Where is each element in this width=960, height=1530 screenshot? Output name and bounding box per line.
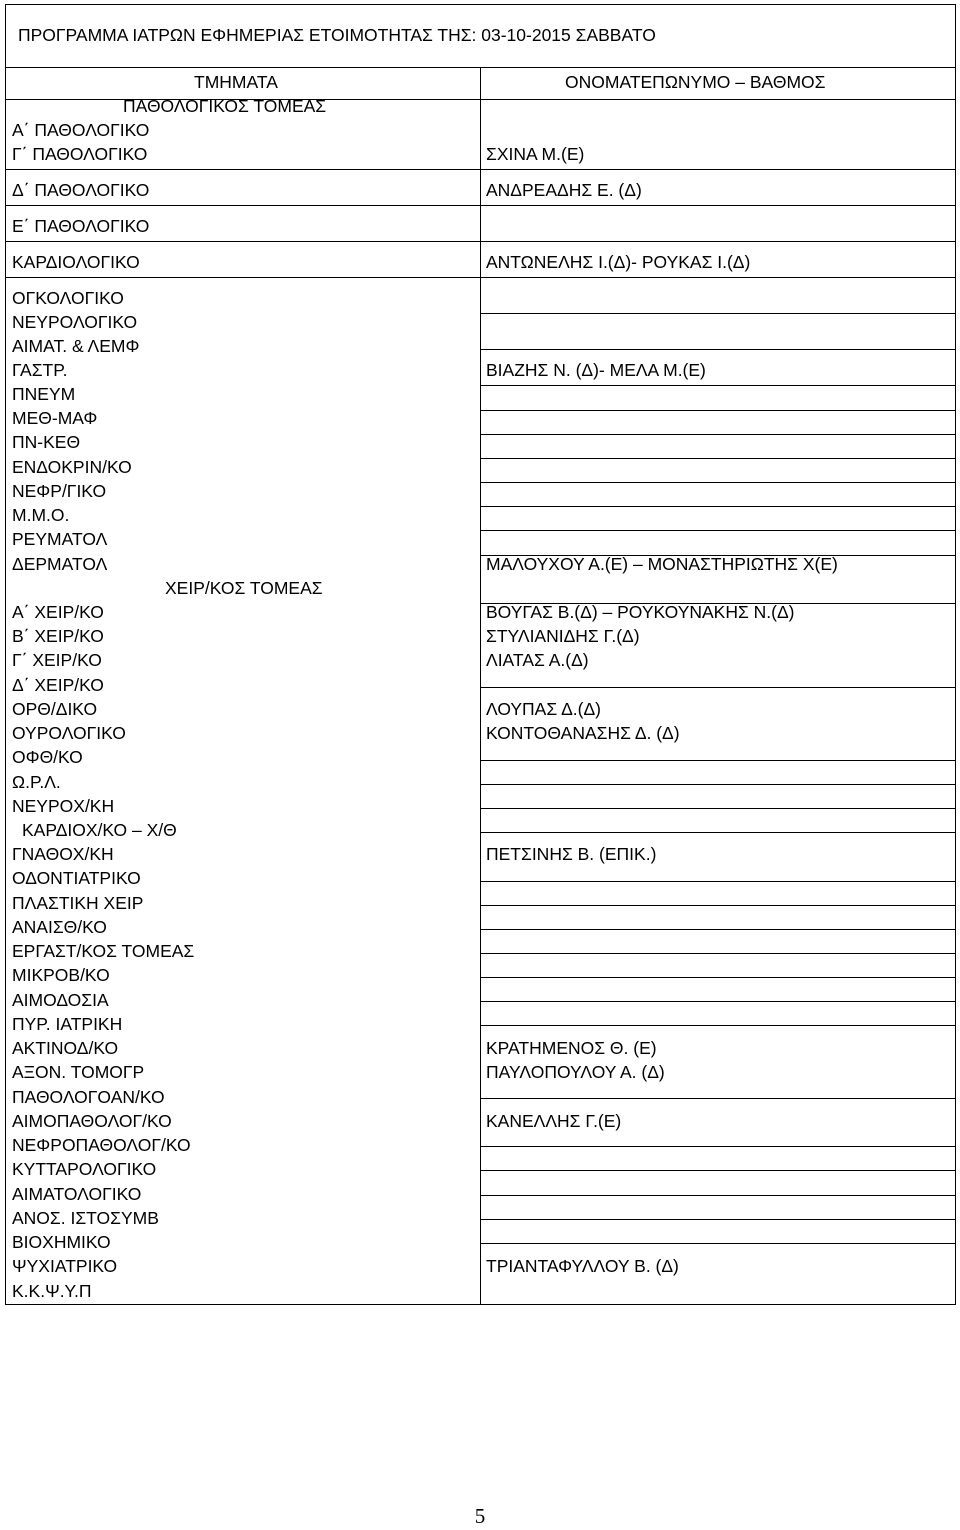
department-cell: ΑΚΤΙΝΟΔ/ΚΟ (12, 1038, 119, 1058)
row-divider (480, 1219, 955, 1220)
row-divider (480, 410, 955, 411)
doctor-cell: ΑΝΤΩΝΕΛΗΣ Ι.(Δ)- ΡΟΥΚΑΣ Ι.(Δ) (486, 252, 751, 272)
department-cell: ΑΝΑΙΣΘ/ΚΟ (12, 917, 107, 937)
doctor-cell: ΒΟΥΓΑΣ Β.(Δ) – ΡΟΥΚΟΥΝΑΚΗΣ Ν.(Δ) (486, 602, 795, 622)
row-divider (480, 506, 955, 507)
row-divider (480, 977, 955, 978)
department-cell: ΕΝΔΟΚΡΙΝ/ΚΟ (12, 457, 132, 477)
row-divider (480, 205, 955, 206)
department-cell: ΓΑΣΤΡ. (12, 360, 68, 380)
row-divider (480, 349, 955, 350)
row-divider (480, 1243, 955, 1244)
doctor-cell: ΤΡΙΑΝΤΑΦΥΛΛΟΥ Β. (Δ) (486, 1256, 679, 1276)
department-cell: Β΄ ΧΕΙΡ/ΚΟ (12, 626, 104, 646)
row-divider (480, 1025, 955, 1026)
department-cell: ΑΙΜΟΔΟΣΙΑ (12, 990, 109, 1010)
department-cell: ΓΝΑΘΟΧ/ΚΗ (12, 844, 114, 864)
department-cell: ΝΕΦΡΟΠΑΘΟΛΟΓ/ΚΟ (12, 1135, 191, 1155)
row-divider (480, 953, 955, 954)
doctor-cell: ΣΧΙΝΑ Μ.(Ε) (486, 144, 585, 164)
department-cell: ΝΕΦΡ/ΓΙΚΟ (12, 481, 107, 501)
row-divider (480, 241, 955, 242)
row-divider (480, 1170, 955, 1171)
row-divider (480, 881, 955, 882)
doctor-cell: ΜΑΛΟΥΧΟΥ Α.(Ε) – ΜΟΝΑΣΤΗΡΙΩΤΗΣ Χ(Ε) (486, 554, 838, 574)
department-cell: ΑΝΟΣ. ΙΣΤΟΣΥΜΒ (12, 1208, 159, 1228)
page-number: 5 (474, 1504, 486, 1528)
department-cell: ΑΞΟΝ. ΤΟΜΟΓΡ (12, 1062, 145, 1082)
doctor-cell: ΛΟΥΠΑΣ Δ.(Δ) (486, 699, 601, 719)
doctor-cell: ΚΟΝΤΟΘΑΝΑΣΗΣ Δ. (Δ) (486, 723, 680, 743)
section-lab: ΕΡΓΑΣΤ/ΚΟΣ ΤΟΜΕΑΣ (12, 941, 195, 961)
page-title: ΠΡΟΓΡΑΜΜΑ ΙΑΤΡΩΝ ΕΦΗΜΕΡΙΑΣ ΕΤΟΙΜΟΤΗΤΑΣ ΤΗΣ: 03-10-2015 ΣΑΒΒΑΤΟ (18, 25, 656, 45)
row-divider (6, 241, 480, 242)
row-divider (480, 1001, 955, 1002)
row-divider (6, 205, 480, 206)
doctor-cell: ΠΕΤΣΙΝΗΣ Β. (ΕΠΙΚ.) (486, 844, 657, 864)
row-divider (480, 434, 955, 435)
department-cell: ΟΥΡΟΛΟΓΙΚΟ (12, 723, 126, 743)
row-divider (480, 832, 955, 833)
department-cell: ΟΓΚΟΛΟΓΙΚΟ (12, 288, 124, 308)
department-cell: ΚΥΤΤΑΡΟΛΟΓΙΚΟ (12, 1159, 157, 1179)
department-cell: ΑΙΜΑΤΟΛΟΓΙΚΟ (12, 1184, 142, 1204)
department-cell: Α΄ ΠΑΘΟΛΟΓΙΚΟ (12, 120, 150, 140)
department-cell: ΟΡΘ/ΔΙΚΟ (12, 699, 98, 719)
row-divider (6, 277, 480, 278)
department-cell: Κ.Κ.Ψ.Υ.Π (12, 1281, 92, 1301)
row-divider (480, 99, 955, 100)
row-divider (480, 385, 955, 386)
doctor-cell: ΚΡΑΤΗΜΕΝΟΣ Θ. (Ε) (486, 1038, 657, 1058)
department-cell: ΠΥΡ. ΙΑΤΡΙΚΗ (12, 1014, 123, 1034)
department-cell: Γ΄ ΧΕΙΡ/ΚΟ (12, 650, 102, 670)
department-cell: Δ΄ ΠΑΘΟΛΟΓΙΚΟ (12, 180, 150, 200)
row-divider (480, 929, 955, 930)
department-cell: Α΄ ΧΕΙΡ/ΚΟ (12, 602, 104, 622)
row-divider (480, 1195, 955, 1196)
row-divider (480, 687, 955, 688)
row-divider (480, 313, 955, 314)
department-cell: ΟΦΘ/ΚΟ (12, 747, 83, 767)
department-cell: Ε΄ ΠΑΘΟΛΟΓΙΚΟ (12, 216, 150, 236)
department-cell: ΚΑΡΔΙΟΧ/ΚΟ – Χ/Θ (22, 820, 177, 840)
department-cell: Ω.Ρ.Λ. (12, 772, 61, 792)
department-cell: ΑΙΜΟΠΑΘΟΛΟΓ/ΚΟ (12, 1111, 172, 1131)
department-cell: ΠΝΕΥΜ (12, 384, 76, 404)
row-divider (480, 905, 955, 906)
department-cell: ΡΕΥΜΑΤΟΛ (12, 529, 108, 549)
row-divider (480, 808, 955, 809)
department-cell: ΟΔΟΝΤΙΑΤΡΙΚΟ (12, 868, 141, 888)
row-divider (480, 760, 955, 761)
department-cell: ΑΙΜΑΤ. & ΛΕΜΦ (12, 336, 140, 356)
row-divider (480, 482, 955, 483)
departments-header: ΤΜΗΜΑΤΑ (194, 72, 278, 92)
row-divider (480, 169, 955, 170)
department-cell: ΝΕΥΡΟΛΟΓΙΚΟ (12, 312, 138, 332)
row-divider (480, 530, 955, 531)
department-cell: ΒΙΟΧΗΜΙΚΟ (12, 1232, 111, 1252)
department-cell: ΠΑΘΟΛΟΓΟΑΝ/ΚΟ (12, 1087, 165, 1107)
section-pathology: ΠΑΘΟΛΟΓΙΚΟΣ ΤΟΜΕΑΣ (123, 96, 327, 116)
column-divider (480, 68, 481, 1304)
doctor-cell: ΑΝΔΡΕΑΔΗΣ Ε. (Δ) (486, 180, 642, 200)
row-divider (480, 1098, 955, 1099)
doctor-cell: ΣΤΥΛΙΑΝΙΔΗΣ Γ.(Δ) (486, 626, 640, 646)
department-cell: ΔΕΡΜΑΤΟΛ (12, 554, 108, 574)
department-cell: ΜΙΚΡΟΒ/ΚΟ (12, 965, 110, 985)
department-cell: Γ΄ ΠΑΘΟΛΟΓΙΚΟ (12, 144, 148, 164)
names-header: ΟΝΟΜΑΤΕΠΩΝΥΜΟ – ΒΑΘΜΟΣ (565, 72, 826, 92)
row-divider (480, 784, 955, 785)
title-row (6, 5, 955, 68)
department-cell: ΠΛΑΣΤΙΚΗ ΧΕΙΡ (12, 893, 144, 913)
doctor-cell: ΛΙΑΤΑΣ Α.(Δ) (486, 650, 589, 670)
department-cell: Δ΄ ΧΕΙΡ/ΚΟ (12, 675, 104, 695)
department-cell: Μ.Μ.Ο. (12, 505, 70, 525)
row-divider (6, 169, 480, 170)
department-cell: ΨΥΧΙΑΤΡΙΚΟ (12, 1256, 118, 1276)
department-cell: ΝΕΥΡΟΧ/ΚΗ (12, 796, 115, 816)
department-cell: ΚΑΡΔΙΟΛΟΓΙΚΟ (12, 252, 140, 272)
doctor-cell: ΠΑΥΛΟΠΟΥΛΟΥ Α. (Δ) (486, 1062, 665, 1082)
row-divider (480, 1146, 955, 1147)
row-divider (480, 277, 955, 278)
department-cell: ΜΕΘ-ΜΑΦ (12, 408, 98, 428)
section-surgery: ΧΕΙΡ/ΚΟΣ ΤΟΜΕΑΣ (165, 578, 323, 598)
department-cell: ΠΝ-ΚΕΘ (12, 432, 81, 452)
row-divider (480, 458, 955, 459)
doctor-cell: ΚΑΝΕΛΛΗΣ Γ.(Ε) (486, 1111, 622, 1131)
doctor-cell: ΒΙΑΖΗΣ Ν. (Δ)- ΜΕΛΑ Μ.(Ε) (486, 360, 706, 380)
